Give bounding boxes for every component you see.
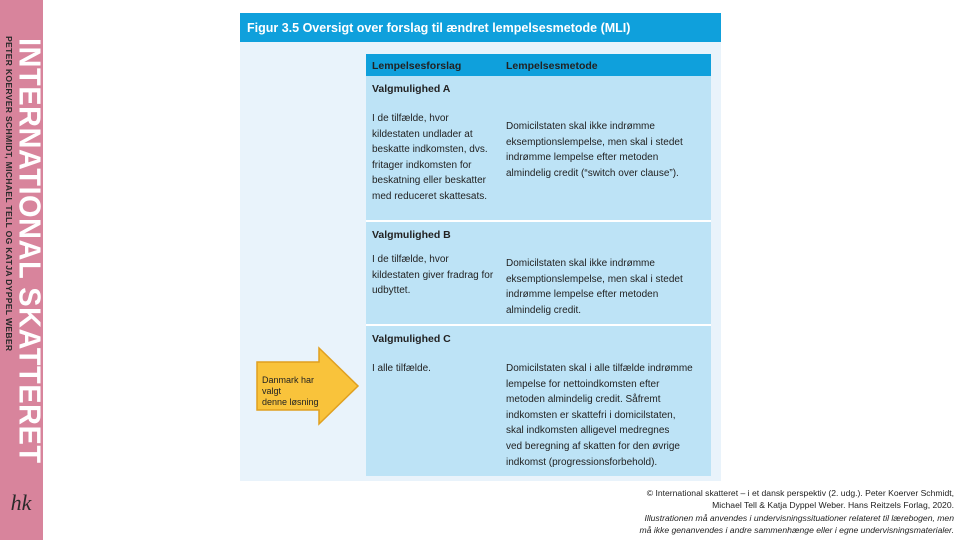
text-line: indrømme lempelse efter metoden <box>506 152 659 164</box>
text-line: I de tilfælde, hvor <box>372 254 449 265</box>
text-line: beskatte indkomsten, dvs. <box>372 144 488 156</box>
copyright-line: må ikke genanvendes i andre sammenhænge eller i egne undervisningsmaterialer. <box>639 524 954 535</box>
text-line: lempelse for nettoindkomsten efter <box>506 378 660 390</box>
text-line: eksemptionslempelse, men skal i stedet <box>506 273 683 285</box>
text-line: indkomsten er skattefri i domicilstaten, <box>506 409 676 421</box>
arrow-label <box>262 375 332 408</box>
text-line: fritager indkomsten for <box>372 159 472 171</box>
copyright-line: Michael Tell & Katja Dyppel Weber. Hans Reitzels Forlag, 2020. <box>712 500 954 511</box>
text-line: almindelig credit. <box>506 304 582 316</box>
text-line: beskatning eller beskatter <box>372 175 486 187</box>
publisher-logo: hk <box>10 490 32 515</box>
book-spine <box>0 0 46 540</box>
copyright-line: © International skatteret – i et dansk perspektiv (2. udg.). Peter Koerver Schmidt, <box>646 488 954 498</box>
copyright-line: Illustrationen må anvendes i undervisningssituationer relateret til lærebogen, men <box>644 512 954 523</box>
text-line: I de tilfælde, hvor <box>372 113 449 124</box>
table-header <box>366 54 711 76</box>
text-line: eksemptionslempelse, men skal i stedet <box>506 136 683 148</box>
section-b <box>366 222 711 326</box>
text-line: almindelig credit (“switch over clause”). <box>506 167 679 179</box>
section-c-title: Valgmulighed C <box>372 333 451 345</box>
relief-table <box>366 54 711 476</box>
spine-text-group <box>0 0 46 540</box>
text-line: skal indkomsten alligevel medregnes <box>506 425 670 437</box>
header-col-2: Lempelsesmetode <box>506 60 598 72</box>
section-b-col1 <box>372 252 502 299</box>
arrow-label-line: denne løsning <box>262 397 319 407</box>
section-a-title: Valgmulighed A <box>372 83 451 95</box>
text-line: med reduceret skattesats. <box>372 190 488 202</box>
section-b-title: Valgmulighed B <box>372 229 451 241</box>
text-line: I alle tilfælde. <box>372 363 431 374</box>
copyright-notice <box>594 487 954 536</box>
text-line: metoden almindelig credit. Såfremt <box>506 394 661 406</box>
text-line: indkomst (progressionsforbehold). <box>506 456 658 468</box>
text-line: Domicilstaten skal i alle tilfælde indrømme <box>506 363 693 374</box>
text-line: kildestaten undlader at <box>372 128 473 140</box>
arrow-label-line: Danmark har valgt <box>262 375 315 396</box>
text-line: indrømme lempelse efter metoden <box>506 289 659 301</box>
text-line: Domicilstaten skal ikke indrømme <box>506 121 655 132</box>
section-a <box>366 76 711 222</box>
text-line: ved beregning af skatten for den øvrige <box>506 440 680 452</box>
section-b-col2 <box>506 256 706 318</box>
text-line: udbyttet. <box>372 285 411 297</box>
section-c-col2 <box>506 361 706 470</box>
section-c-col1 <box>372 361 502 377</box>
section-a-col2 <box>506 119 706 181</box>
figure-title: Figur 3.5 Oversigt over forslag til ændret lempelsesmetode (MLI) <box>240 13 721 42</box>
section-c <box>366 326 711 476</box>
spine-authors: PETER KOERVER SCHMIDT, MICHAEL TELL OG KATJA DYPPEL WEBER <box>4 36 14 352</box>
header-col-1: Lempelsesforslag <box>372 60 462 72</box>
text-line: kildestaten giver fradrag for <box>372 269 494 281</box>
spine-title: INTERNATIONAL SKATTERET <box>12 38 46 464</box>
text-line: Domicilstaten skal ikke indrømme <box>506 258 655 269</box>
section-a-col1 <box>372 111 502 205</box>
